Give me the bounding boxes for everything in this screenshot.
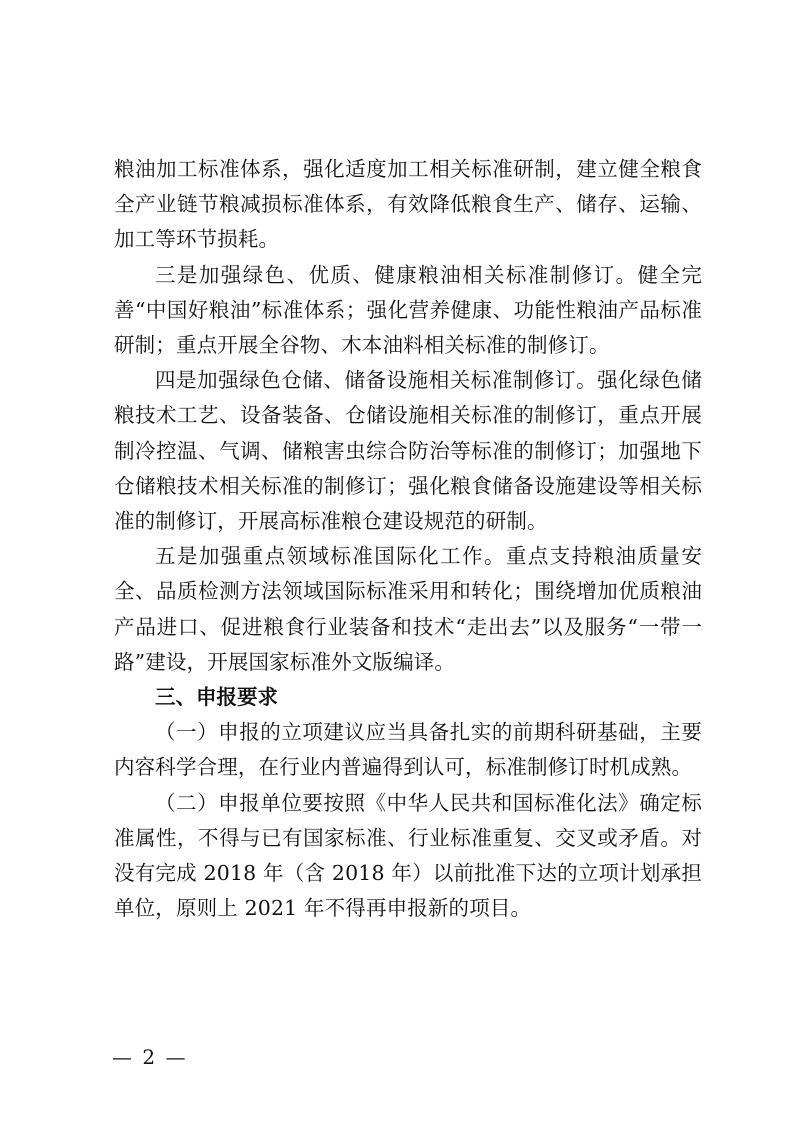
section-heading: 三、申报要求 [155,685,278,710]
document-body [114,152,702,926]
page-number: — 2 — [112,1045,188,1069]
requirement-one: （一）申报的立项建议应当具备扎实的前期科研基础，主要内容科学合理，在行业内普遍得到认可，标准制修订时机成熟。 [114,720,702,780]
paragraph-point-three: 三是加强绿色、优质、健康粮油相关标准制修订。健全完善“中国好粮油”标准体系；强化营养健康、功能性粮油产品标准研制；重点开展全谷物、木本油料相关标准的制修订。 [114,262,702,358]
paragraph-point-four: 四是加强绿色仓储、储备设施相关标准制修订。强化绿色储粮技术工艺、设备装备、仓储设施相关标准的制修订，重点开展制冷控温、气调、储粮害虫综合防治等标准的制修订；加强地下仓储粮技术相关标准的制修订；强化粮食储备设施建设等相关标准的制修订，开展高标准粮仓建设规范的研制。 [114,368,702,534]
requirement-two: （二）申报单位要按照《中华人民共和国标准化法》确定标准属性，不得与已有国家标准、行业标准重复、交叉或矛盾。对没有完成 2018 年（含 2018 年）以前批准下达的立项计划承担单位，原则上 2021 年不得再申报新的项目。 [114,790,702,921]
paragraph-continuation: 粮油加工标准体系，强化适度加工相关标准研制，建立健全粮食全产业链节粮减损标准体系，有效降低粮食生产、储存、运输、加工等环节损耗。 [114,157,702,252]
paragraph-point-five: 五是加强重点领域标准国际化工作。重点支持粮油质量安全、品质检测方法领域国际标准采用和转化；围绕增加优质粮油产品进口、促进粮食行业装备和技术“走出去”以及服务“一带一路”建设，开展国家标准外文版编译。 [114,544,702,674]
